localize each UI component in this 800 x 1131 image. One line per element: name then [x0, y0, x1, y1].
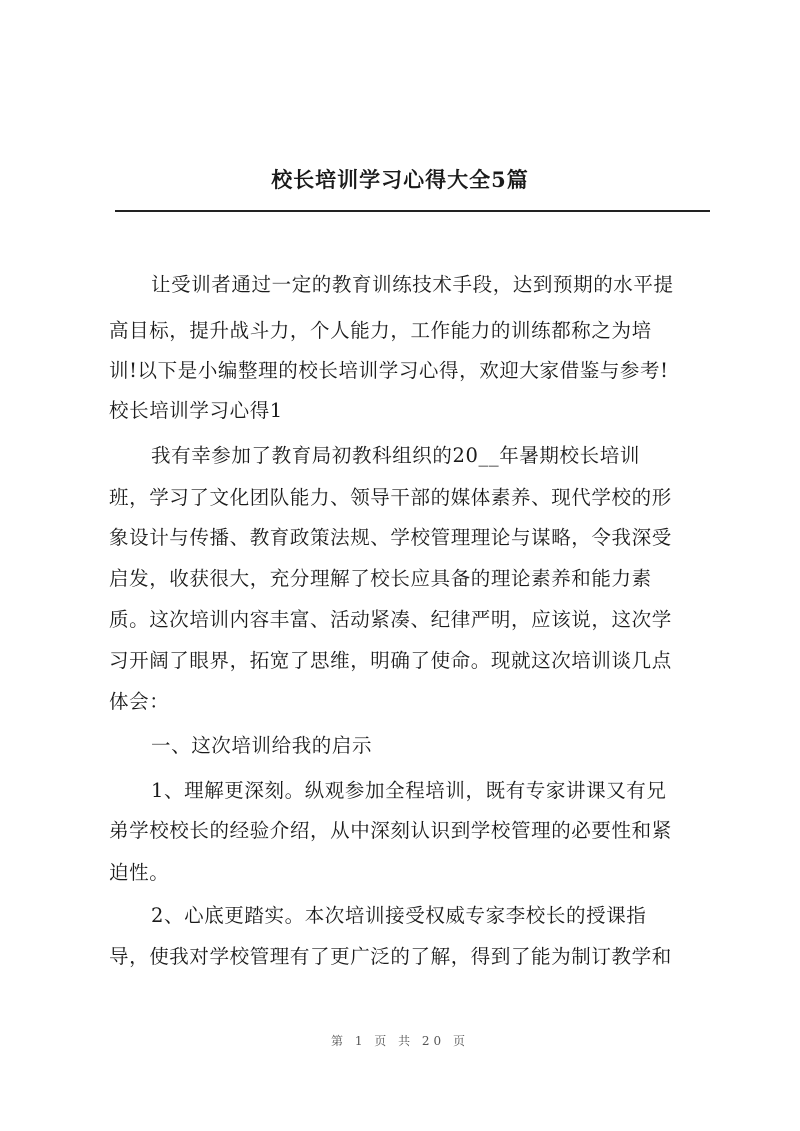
body-line: 质。这次培训内容丰富、活动紧凑、纪律严明，应该说，这次学 — [109, 608, 672, 631]
body-line: 2、心底更踏实。本次培训接受权威专家李校长的授课指 — [151, 904, 647, 927]
body-line: 高目标，提升战斗力，个人能力，工作能力的训练都称之为培 — [109, 319, 652, 342]
body-line: 我有幸参加了教育局初教科组织的20__年暑期校长培训 — [151, 444, 640, 467]
body-line: 体会： — [109, 690, 170, 713]
body-line: 1、理解更深刻。纵观参加全程培训，既有专家讲课又有兄 — [151, 779, 667, 802]
body-line: 让受训者通过一定的教育训练技术手段，达到预期的水平提 — [151, 273, 674, 296]
section-heading: 一、这次培训给我的启示 — [151, 734, 373, 757]
body-line: 习开阔了眼界，拓宽了思维，明确了使命。现就这次培训谈几点 — [109, 649, 672, 672]
body-line: 弟学校校长的经验介绍，从中深刻认识到学校管理的必要性和紧 — [109, 819, 672, 842]
section-heading: 校长培训学习心得1 — [109, 399, 283, 422]
body-line: 启发，收获很大，充分理解了校长应具备的理论素养和能力素 — [109, 567, 652, 590]
body-line: 班，学习了文化团队能力、领导干部的媒体素养、现代学校的形 — [109, 486, 672, 509]
body-line: 导，使我对学校管理有了更广泛的了解，得到了能为制订教学和 — [109, 945, 672, 968]
title-underline — [115, 210, 710, 212]
body-line: 象设计与传播、教育政策法规、学校管理理论与谋略，令我深受 — [109, 526, 672, 549]
page-number-footer: 第 1 页 共 20 页 — [331, 1034, 469, 1048]
body-line: 训!以下是小编整理的校长培训学习心得，欢迎大家借鉴与参考! — [109, 359, 669, 382]
body-line: 迫性。 — [109, 861, 170, 884]
document-title: 校长培训学习心得大全5篇 — [271, 167, 529, 192]
